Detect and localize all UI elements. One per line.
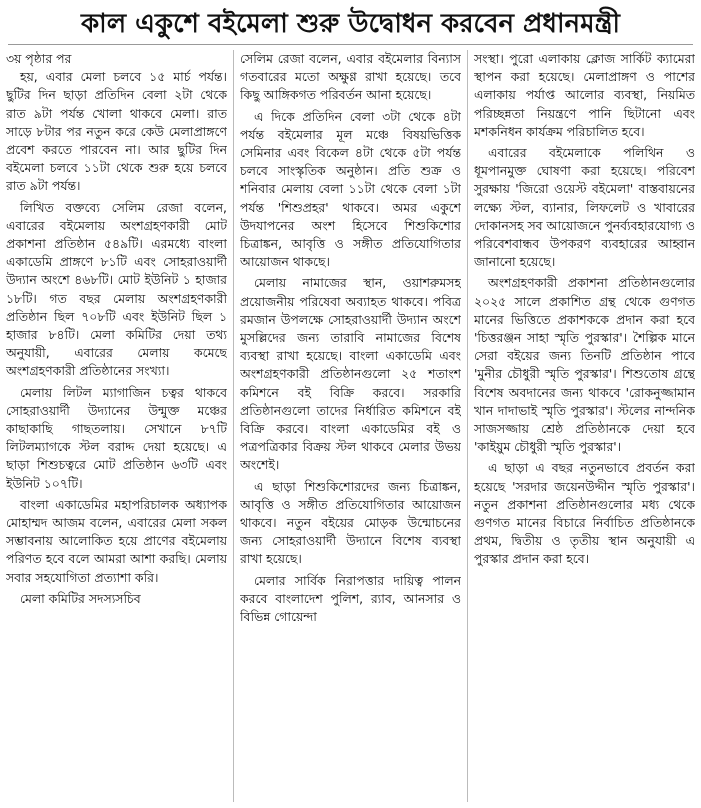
paragraph: অংশগ্রহণকারী প্রকাশনা প্রতিষ্ঠানগুলোর ২০২৫ সালে প্রকাশিত গ্রন্থ থেকে গুণগত মানের ভিত্তিতে প্রকাশককে প্রদান করা হবে 'চিত্তরঞ্জন সাহা স্মৃতি পুরস্কার'। শৈল্পিক মানে সেরা বইয়ের জন্য তিনটি প্রতিষ্ঠান পাবে 'মুনীর চৌধুরী স্মৃতি পুরস্কার'। শিশুতোষ গ্রন্থে বিশেষ অবদানের জন্য থাকবে 'রোকনুজ্জামান খান দাদাভাই স্মৃতি পুরস্কার'। স্টলের নান্দনিক সাজসজ্জায় শ্রেষ্ঠ প্রতিষ্ঠানকে দেয়া হবে 'কাইয়ুম চৌধুরী স্মৃতি পুরস্কার'। [474,275,695,455]
paragraph: হয়, এবার মেলা চলবে ১৫ মার্চ পর্যন্ত। ছুটির দিন ছাড়া প্রতিদিন বেলা ২টা থেকে রাত ৯টা পর্যন্ত খোলা থাকবে মেলা। রাত সাড়ে ৮টার পর নতুন করে কেউ মেলাপ্রাঙ্গণে প্রবেশ করতে পারবেন না। আর ছুটির দিন বইমেলা চলবে ১১টা থেকে শুরু হয়ে চলবে রাত ৯টা পর্যন্ত। [6,69,227,194]
headline-rule [8,44,693,45]
column-divider [233,50,234,802]
paragraph: এ ছাড়া শিশুকিশোরদের জন্য চিত্রাঙ্কন, আবৃত্তি ও সঙ্গীত প্রতিযোগিতার আয়োজন থাকবে। নতুন বইয়ের মোড়ক উন্মোচনের জন্য সোহরাওয়ার্দী উদ্যানে বিশেষ ব্যবস্থা রাখা হয়েছে। [240,478,461,567]
paragraph: লিখিত বক্তব্যে সেলিম রেজা বলেন, এবারের বইমেলায় অংশগ্রহণকারী মোট প্রকাশনা প্রতিষ্ঠান ৫৪৯টি। এরমধ্যে বাংলা একাডেমি প্রাঙ্গণে ৮১টি এবং সোহরাওয়ার্দী উদ্যান অংশে ৪৬৮টি। মোট ইউনিট ১ হাজার ১৮টি। গত বছর মেলায় অংশগ্রহণকারী প্রতিষ্ঠান ছিল ৭০৮টি এবং ইউনিট ছিল ১ হাজার ৮৪টি। মেলা কমিটির দেয়া তথ্য অনুযায়ী, এবারের মেলায় কমেছে অংশগ্রহণকারী প্রতিষ্ঠানের সংখ্যা। [6,199,227,379]
article-column-1 [6,50,227,802]
paragraph: সেলিম রেজা বলেন, এবার বইমেলার বিন্যাস গতবারের মতো অক্ষুণ্ণ রাখা হয়েছে। তবে কিছু আঙ্গিকগত পরিবর্তন আনা হয়েছে। [240,51,461,103]
paragraph: মেলার সার্বিক নিরাপত্তার দায়িত্ব পালন করবে বাংলাদেশ পুলিশ, র‍্যাব, আনসার ও বিভিন্ন গোয়েন্দা [240,572,461,625]
article-column-2 [240,50,461,802]
paragraph: এ ছাড়া এ বছর নতুনভাবে প্রবর্তন করা হয়েছে 'সরদার জয়েনউদ্দীন স্মৃতি পুরস্কার'। নতুন প্রকাশনা প্রতিষ্ঠানগুলোর মধ্য থেকে গুণগত মানের বিচারে নির্বাচিত প্রতিষ্ঠানকে প্রথম, দ্বিতীয় ও তৃতীয় স্থান অনুযায়ী এ পুরস্কার প্রদান করা হবে। [474,460,695,567]
article-column-3 [474,50,695,802]
headline: কাল একুশে বইমেলা শুরু উদ্বোধন করবেন প্রধানমন্ত্রী [80,9,620,39]
paragraph: মেলায় লিটল ম্যাগাজিন চত্বর থাকবে সোহরাওয়ার্দী উদ্যানের উন্মুক্ত মঞ্চের কাছাকাছি গাছতলায়। সেখানে ৮৭টি লিটলম্যাগকে স্টল বরাদ্দ দেয়া হয়েছে। এ ছাড়া শিশুচত্বরে মোট প্রতিষ্ঠান ৬৩টি এবং ইউনিট ১০৭টি। [6,384,227,491]
paragraph: এবারের বইমেলাকে পলিথিন ও ধূমপানমুক্ত ঘোষণা করা হয়েছে। পরিবেশ সুরক্ষায় 'জিরো ওয়েস্ট বইমেলা' বাস্তবায়নের লক্ষ্যে স্টল, ব্যানার, লিফলেট ও খাবারের দোকানসহ সব আয়োজনে পুনর্ব্যবহারযোগ্য ও পরিবেশবান্ধব উপকরণ ব্যবহারের আহ্বান জানানো হয়েছে। [474,145,695,270]
paragraph: এ দিকে প্রতিদিন বেলা ৩টা থেকে ৪টা পর্যন্ত বইমেলার মূল মঞ্চে বিষয়ভিত্তিক সেমিনার এবং বিকেল ৪টা থেকে ৫টা পর্যন্ত চলবে সাংস্কৃতিক অনুষ্ঠান। প্রতি শুক্র ও শনিবার মেলায় বেলা ১১টা থেকে বেলা ১টা পর্যন্ত 'শিশুপ্রহর' থাকবে। অমর একুশে উদযাপনের অংশ হিসেবে শিশুকিশোর চিত্রাঙ্কন, আবৃত্তি ও সঙ্গীত প্রতিযোগিতার আয়োজন থাকছে। [240,108,461,270]
paragraph: মেলা কমিটির সদস্যসচিব [20,590,141,606]
column-divider [467,50,468,802]
paragraph: বাংলা একাডেমির মহাপরিচালক অধ্যাপক মোহাম্মদ আজম বলেন, এবারের মেলা সকল সম্ভাবনায় আলোকিত হয়ে প্রাণের বইমেলায় পরিণত হবে বলে আমরা আশা করছি। মেলায় সবার সহযোগিতা প্রত্যাশা করি। [6,496,227,585]
paragraph: মেলায় নামাজের স্থান, ওয়াশরুমসহ প্রয়োজনীয় পরিষেবা অব্যাহত থাকবে। পবিত্র রমজান উপলক্ষে সোহরাওয়ার্দী উদ্যান অংশে মুসল্লিদের জন্য তারাবি নামাজের বিশেষ ব্যবস্থা রাখা হয়েছে। বাংলা একাডেমি এবং অংশগ্রহণকারী প্রতিষ্ঠানগুলো ২৫ শতাংশ কমিশনে বই বিক্রি করবে। সরকারি প্রতিষ্ঠানগুলো তাদের নির্ধারিত কমিশনে বই বিক্রি করবে। বাংলা একাডেমির বই ও পত্রপত্রিকার বিক্রয় স্টল থাকবে মেলার উভয় অংশেই। [240,275,461,473]
continued-from-note: ৩য় পৃষ্ঠার পর [6,51,72,66]
paragraph: সংস্থা। পুরো এলাকায় ক্লোজ সার্কিট ক্যামেরা স্থাপন করা হয়েছে। মেলাপ্রাঙ্গণ ও পাশের এলাকায় পর্যাপ্ত আলোর ব্যবস্থা, নিয়মিত পরিচ্ছন্নতা নিয়ন্ত্রণে পানি ছিটানো এবং মশকনিধন কার্যক্রম পরিচালিত হবে। [474,51,695,139]
